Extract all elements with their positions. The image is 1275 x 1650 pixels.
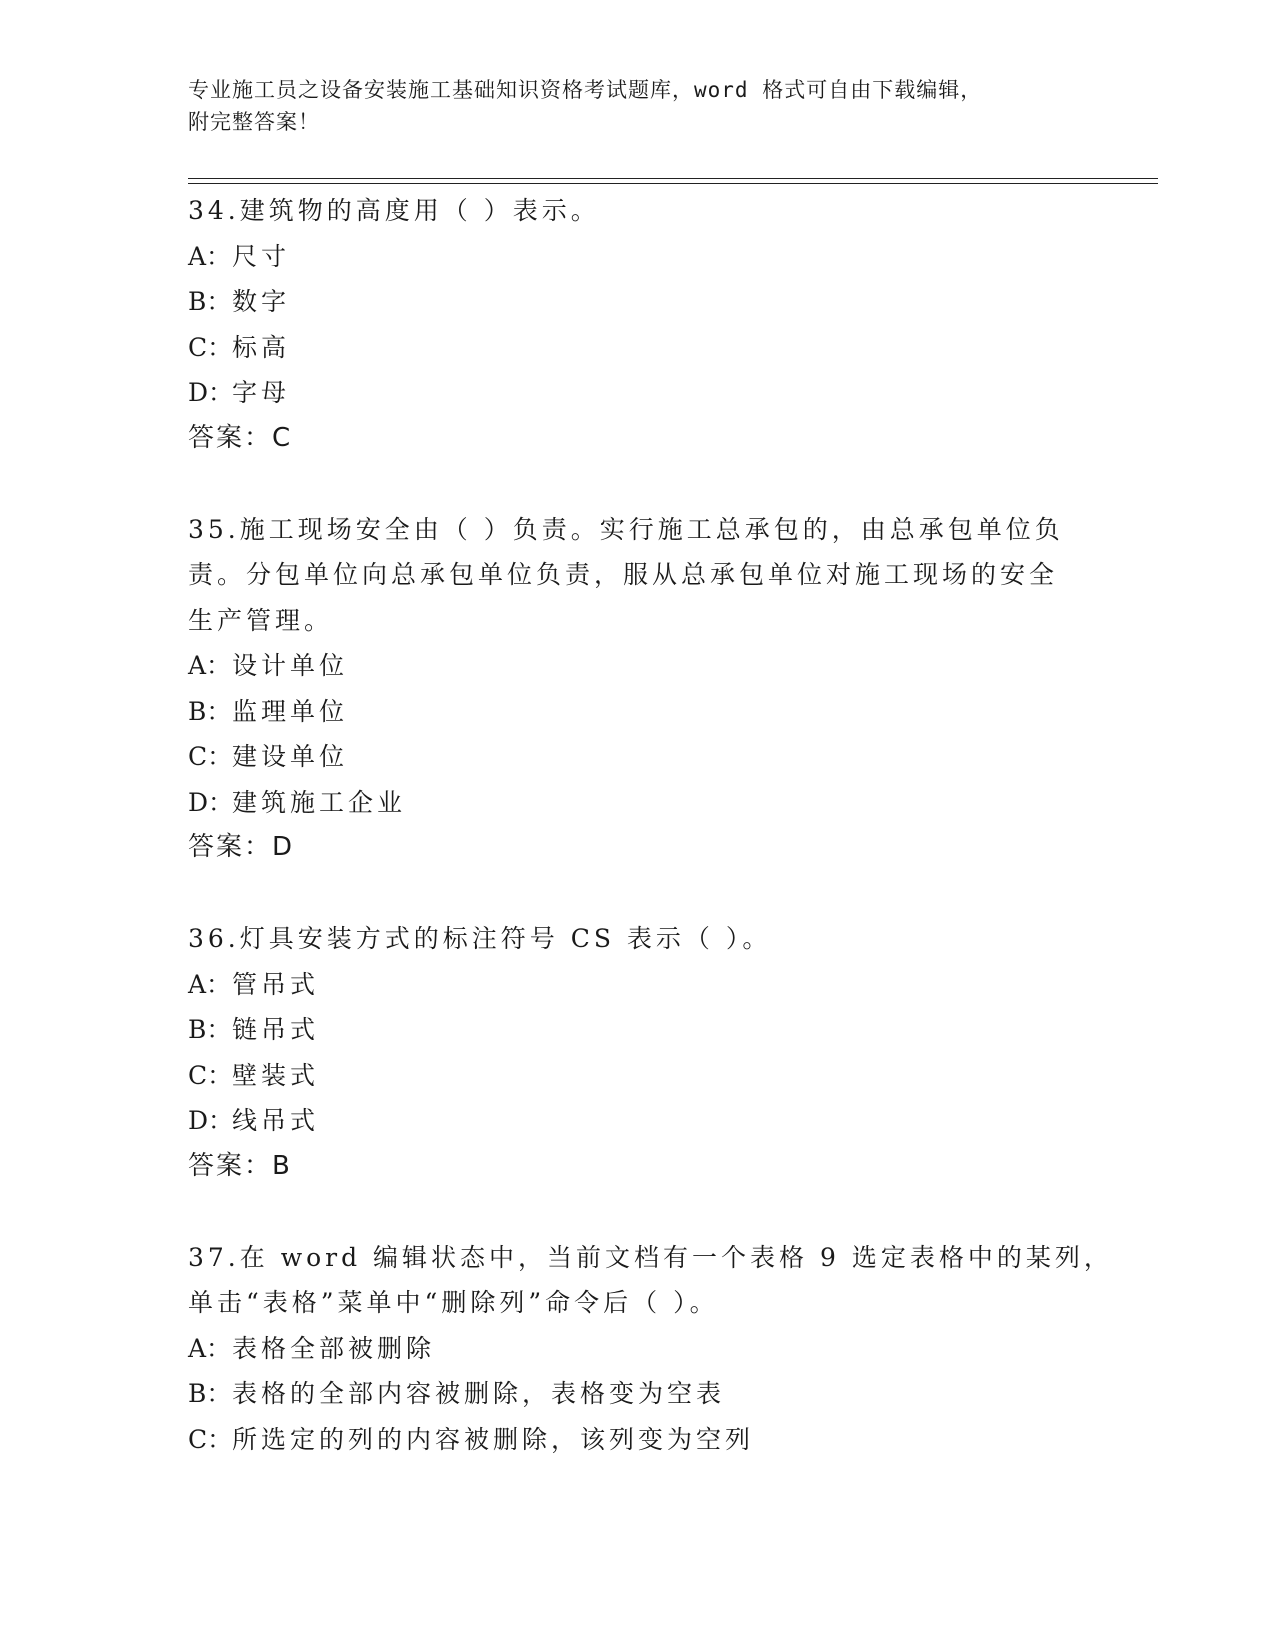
option-a — [188, 643, 1068, 689]
spacer — [188, 461, 1068, 507]
option-a — [188, 1326, 1068, 1372]
question-35 — [188, 507, 1068, 871]
option-text: 壁装式 — [232, 1060, 320, 1090]
question-text-line-2: 责。分包单位向总承包单位负责，服从总承包单位对施工现场的安全 — [188, 560, 1059, 589]
spacer — [188, 871, 1068, 917]
option-d — [188, 780, 1068, 826]
header-line-1: 专业施工员之设备安装施工基础知识资格考试题库，word 格式可自由下载编辑， — [188, 78, 983, 102]
header-divider-bottom — [188, 183, 1158, 184]
option-key: A： — [188, 651, 232, 680]
option-text: 标高 — [232, 332, 291, 362]
option-text: 表格全部被删除 — [232, 1333, 436, 1363]
option-key: A： — [188, 241, 232, 271]
option-key: D： — [188, 378, 234, 407]
option-key: A： — [188, 1333, 232, 1363]
option-b — [188, 279, 1068, 325]
question-36 — [188, 916, 1068, 1189]
document-header — [188, 74, 1088, 138]
option-text: 数字 — [232, 287, 291, 316]
option-b — [188, 689, 1068, 735]
answer-line: 答案：B — [188, 1150, 292, 1181]
option-key: C： — [188, 332, 233, 362]
question-text-line-2: 单击“表格”菜单中“删除列”命令后（ ）。 — [188, 1288, 719, 1317]
option-text: 建设单位 — [232, 742, 349, 771]
option-key: C： — [188, 1060, 233, 1090]
question-text: 34.建筑物的高度用（ ）表示。 — [188, 196, 600, 225]
question-text-line-1: 35.施工现场安全由（ ）负责。实行施工总承包的，由总承包单位负 — [188, 514, 1064, 544]
option-b — [188, 1007, 1068, 1053]
option-key: B： — [188, 1379, 232, 1408]
option-c — [188, 325, 1068, 371]
option-c — [188, 1417, 1068, 1463]
question-34 — [188, 188, 1068, 461]
option-a — [188, 962, 1068, 1008]
option-key: B： — [188, 287, 232, 316]
option-text: 设计单位 — [232, 651, 349, 680]
option-key: A： — [188, 969, 232, 999]
question-text: 36.灯具安装方式的标注符号 CS 表示（ ）。 — [188, 924, 772, 953]
option-text: 所选定的列的内容被删除，该列变为空列 — [232, 1424, 755, 1454]
option-c — [188, 734, 1068, 780]
option-key: C： — [188, 742, 233, 771]
answer-line: 答案：C — [188, 422, 293, 453]
option-key: B： — [188, 1015, 232, 1044]
option-d — [188, 1098, 1068, 1144]
question-text-line-1: 37.在 word 编辑状态中，当前文档有一个表格 9 选定表格中的某列， — [188, 1242, 1113, 1272]
option-text: 表格的全部内容被删除，表格变为空表 — [232, 1379, 726, 1408]
option-key: D： — [188, 787, 234, 817]
option-key: D： — [188, 1106, 234, 1135]
option-text: 管吊式 — [232, 969, 320, 999]
header-divider-top — [188, 178, 1158, 179]
answer-line: 答案：D — [188, 832, 295, 862]
option-text: 线吊式 — [232, 1106, 320, 1135]
option-d — [188, 370, 1068, 416]
option-text: 尺寸 — [232, 241, 291, 271]
question-text-line-3: 生产管理。 — [188, 605, 334, 635]
header-line-2: 附完整答案！ — [188, 110, 320, 134]
option-b — [188, 1371, 1068, 1417]
option-a — [188, 234, 1068, 280]
option-key: C： — [188, 1424, 233, 1454]
question-37 — [188, 1235, 1113, 1463]
option-text: 字母 — [232, 378, 291, 407]
spacer — [188, 1189, 1068, 1235]
question-list — [188, 188, 1113, 1462]
option-key: B： — [188, 696, 232, 726]
option-text: 监理单位 — [232, 696, 349, 726]
option-text: 链吊式 — [232, 1015, 320, 1044]
option-text: 建筑施工企业 — [232, 787, 407, 817]
option-c — [188, 1053, 1068, 1099]
